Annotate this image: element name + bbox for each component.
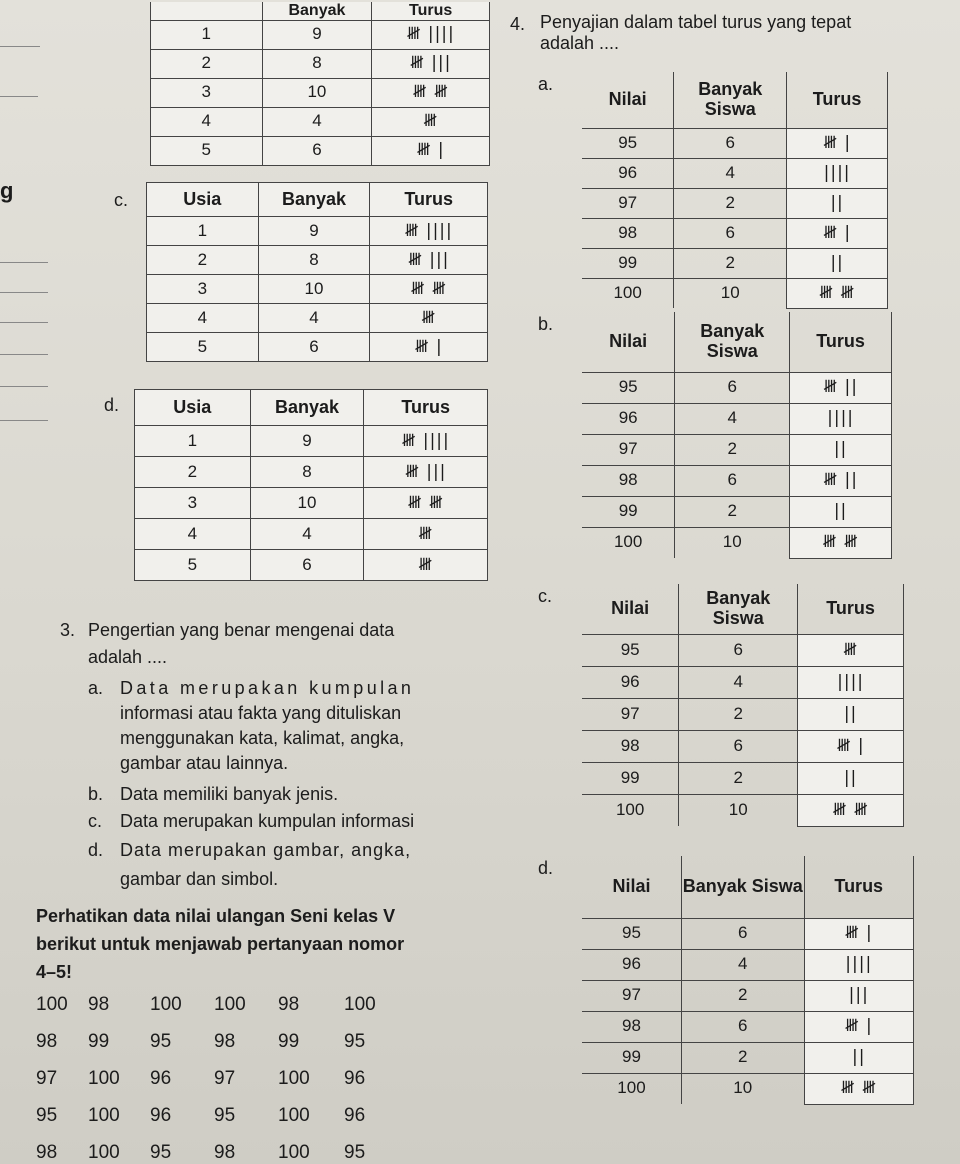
banyak-siswa-cell: 6 — [681, 1011, 804, 1042]
option-c-table — [146, 182, 488, 362]
table-row — [135, 550, 488, 581]
usia-cell: 2 — [151, 49, 263, 78]
banyak-cell: 4 — [258, 304, 370, 333]
nilai-cell: 95 — [582, 634, 679, 666]
nilai-cell: 99 — [582, 496, 675, 527]
question-number: 3. — [60, 620, 76, 640]
option-text: Data merupakan kumpulan — [120, 678, 415, 698]
nilai-cell: 99 — [582, 1042, 681, 1073]
table-row — [582, 1073, 914, 1104]
score-value: 100 — [36, 994, 68, 1015]
banyak-cell: 10 — [258, 275, 370, 304]
turus-cell: 𝍸 | — [787, 128, 888, 158]
margin-line — [0, 322, 48, 323]
left-fragment-text: g — [0, 178, 14, 203]
nilai-cell: 100 — [582, 278, 674, 308]
table-header: Banyak Siswa — [674, 72, 787, 128]
option-label: d. — [104, 395, 120, 415]
table-row — [582, 634, 904, 666]
table-header: Usia — [147, 183, 259, 217]
banyak-siswa-cell: 2 — [674, 188, 787, 218]
margin-line — [0, 292, 48, 293]
score-value: 100 — [214, 994, 246, 1015]
table-header: Banyak — [262, 2, 372, 20]
turus-cell: 𝍸 — [364, 550, 488, 581]
option-label: c. — [88, 811, 103, 831]
table-row — [582, 949, 914, 980]
banyak-siswa-cell: 2 — [679, 762, 798, 794]
top-tally-table — [150, 2, 490, 166]
usia-cell: 5 — [147, 333, 259, 362]
question-3 — [60, 618, 490, 892]
usia-cell: 4 — [135, 519, 251, 550]
banyak-siswa-cell: 2 — [681, 980, 804, 1011]
nilai-cell: 95 — [582, 128, 674, 158]
table-row — [147, 333, 488, 362]
nilai-cell: 100 — [582, 1073, 681, 1104]
score-value: 96 — [344, 1068, 366, 1089]
usia-cell: 4 — [151, 107, 263, 136]
banyak-siswa-cell: 10 — [679, 794, 798, 826]
turus-cell: 𝍸 |||| — [372, 20, 490, 49]
table-row — [582, 794, 904, 826]
table-header — [151, 2, 263, 20]
score-value: 99 — [278, 1031, 300, 1052]
score-value: 96 — [150, 1105, 172, 1126]
option-label: a. — [538, 74, 554, 94]
turus-cell: ||| — [804, 980, 914, 1011]
tally-option-table — [582, 856, 914, 1105]
score-value: 98 — [214, 1142, 236, 1163]
table-row — [582, 698, 904, 730]
nilai-cell: 98 — [582, 730, 679, 762]
option-d-table — [134, 389, 488, 581]
nilai-cell: 98 — [582, 218, 674, 248]
banyak-cell: 8 — [262, 49, 372, 78]
turus-cell: || — [804, 1042, 914, 1073]
score-value: 100 — [344, 994, 376, 1015]
score-value: 100 — [278, 1142, 310, 1163]
score-value: 97 — [214, 1068, 236, 1089]
usia-cell: 3 — [151, 78, 263, 107]
nilai-cell: 98 — [582, 465, 675, 496]
table-header: Usia — [135, 390, 251, 426]
banyak-siswa-cell: 6 — [674, 218, 787, 248]
turus-cell: 𝍸 | — [798, 730, 904, 762]
nilai-cell: 98 — [582, 1011, 681, 1042]
table-row — [151, 136, 490, 165]
table-row — [582, 372, 892, 403]
banyak-siswa-cell: 10 — [674, 278, 787, 308]
banyak-siswa-cell: 4 — [679, 666, 798, 698]
instruction-text: berikut untuk menjawab pertanyaan nomor — [36, 934, 405, 954]
margin-line — [0, 46, 40, 47]
margin-line — [0, 386, 48, 387]
banyak-siswa-cell: 4 — [675, 403, 790, 434]
usia-cell: 3 — [135, 488, 251, 519]
banyak-siswa-cell: 10 — [681, 1073, 804, 1104]
margin-line — [0, 420, 48, 421]
table-header: Turus — [804, 856, 914, 918]
score-value: 95 — [214, 1105, 236, 1126]
table-row — [582, 496, 892, 527]
option-label: b. — [538, 314, 554, 334]
nilai-cell: 95 — [582, 372, 675, 403]
banyak-siswa-cell: 6 — [675, 372, 790, 403]
table-header: Nilai — [582, 584, 679, 634]
table-row — [582, 128, 888, 158]
turus-cell: 𝍸 | — [370, 333, 488, 362]
score-value: 98 — [36, 1031, 58, 1052]
nilai-cell: 99 — [582, 248, 674, 278]
question-text: Pengertian yang benar mengenai data — [88, 620, 395, 640]
table-row — [582, 218, 888, 248]
turus-cell: || — [790, 434, 892, 465]
table-row — [582, 188, 888, 218]
score-value: 100 — [278, 1068, 310, 1089]
turus-cell: 𝍸 ||| — [364, 457, 488, 488]
banyak-cell: 9 — [262, 20, 372, 49]
banyak-siswa-cell: 4 — [674, 158, 787, 188]
table-row — [582, 527, 892, 558]
turus-cell: || — [798, 698, 904, 730]
score-value: 95 — [150, 1142, 172, 1163]
table-header: Turus — [372, 2, 490, 20]
banyak-cell: 6 — [250, 550, 364, 581]
question-text: adalah .... — [540, 33, 620, 53]
table-row — [151, 107, 490, 136]
banyak-cell: 9 — [258, 217, 370, 246]
nilai-cell: 97 — [582, 188, 674, 218]
banyak-siswa-cell: 2 — [675, 496, 790, 527]
turus-cell: 𝍸 || — [790, 372, 892, 403]
turus-cell: 𝍸 𝍸 — [364, 488, 488, 519]
turus-cell: 𝍸 ||| — [370, 246, 488, 275]
usia-cell: 3 — [147, 275, 259, 304]
score-value: 98 — [214, 1031, 236, 1052]
question-text: adalah .... — [88, 647, 168, 667]
table-row — [147, 304, 488, 333]
score-value: 95 — [344, 1031, 366, 1052]
banyak-siswa-cell: 2 — [675, 434, 790, 465]
banyak-siswa-cell: 4 — [681, 949, 804, 980]
turus-cell: 𝍸 — [372, 107, 490, 136]
turus-cell: 𝍸 𝍸 — [804, 1073, 914, 1104]
turus-cell: |||| — [787, 158, 888, 188]
turus-cell: 𝍸 | — [804, 918, 914, 949]
table-row — [147, 217, 488, 246]
option-text: Data merupakan kumpulan informasi — [120, 811, 415, 831]
banyak-cell: 4 — [250, 519, 364, 550]
instruction-text: 4–5! — [36, 962, 73, 982]
turus-cell: 𝍸 — [798, 634, 904, 666]
turus-cell: 𝍸 | — [787, 218, 888, 248]
question-number: 4. — [510, 14, 526, 34]
option-text: menggunakan kata, kalimat, angka, — [120, 728, 405, 748]
nilai-cell: 96 — [582, 158, 674, 188]
tally-option-table — [582, 312, 892, 559]
option-label: d. — [538, 858, 554, 878]
option-text: Data memiliki banyak jenis. — [120, 784, 339, 804]
table-row — [582, 666, 904, 698]
turus-cell: 𝍸 𝍸 — [370, 275, 488, 304]
turus-cell: |||| — [798, 666, 904, 698]
score-value: 98 — [278, 994, 300, 1015]
table-header: Banyak Siswa — [681, 856, 804, 918]
table-row — [151, 78, 490, 107]
option-label: a. — [88, 678, 104, 698]
turus-cell: |||| — [790, 403, 892, 434]
turus-cell: 𝍸 | — [372, 136, 490, 165]
table-row — [151, 49, 490, 78]
table-header: Turus — [798, 584, 904, 634]
option-text: Data merupakan gambar, angka, — [120, 840, 412, 860]
nilai-cell: 96 — [582, 403, 675, 434]
score-value: 100 — [88, 1142, 120, 1163]
score-value: 95 — [36, 1105, 58, 1126]
turus-cell: 𝍸 ||| — [372, 49, 490, 78]
table-row — [582, 918, 914, 949]
banyak-siswa-cell: 6 — [679, 634, 798, 666]
table-header: Banyak — [250, 390, 364, 426]
table-header: Turus — [787, 72, 888, 128]
banyak-cell: 8 — [250, 457, 364, 488]
turus-cell: 𝍸 𝍸 — [798, 794, 904, 826]
option-text: gambar dan simbol. — [120, 869, 279, 889]
turus-cell: 𝍸 | — [804, 1011, 914, 1042]
banyak-cell: 8 — [258, 246, 370, 275]
nilai-cell: 95 — [582, 918, 681, 949]
option-text: gambar atau lainnya. — [120, 753, 289, 773]
score-value: 96 — [150, 1068, 172, 1089]
banyak-cell: 9 — [250, 426, 364, 457]
tally-option-table — [582, 72, 888, 309]
turus-cell: || — [787, 248, 888, 278]
banyak-cell: 6 — [262, 136, 372, 165]
turus-cell: 𝍸 — [364, 519, 488, 550]
score-value: 100 — [278, 1105, 310, 1126]
turus-cell: || — [798, 762, 904, 794]
table-row — [147, 275, 488, 304]
banyak-siswa-cell: 2 — [681, 1042, 804, 1073]
table-header: Turus — [790, 312, 892, 372]
score-value: 100 — [88, 1105, 120, 1126]
question-4 — [510, 12, 950, 54]
table-row — [582, 465, 892, 496]
turus-cell: || — [787, 188, 888, 218]
usia-cell: 5 — [151, 136, 263, 165]
banyak-cell: 6 — [258, 333, 370, 362]
table-row — [582, 434, 892, 465]
nilai-cell: 97 — [582, 698, 679, 730]
option-text: informasi atau fakta yang dituliskan — [120, 703, 402, 723]
table-row — [582, 762, 904, 794]
question-text: Penyajian dalam tabel turus yang tepat — [540, 12, 852, 32]
table-header: Turus — [370, 183, 488, 217]
table-header: Banyak Siswa — [679, 584, 798, 634]
table-row — [147, 246, 488, 275]
tally-option-table — [582, 584, 904, 827]
turus-cell: 𝍸 — [370, 304, 488, 333]
table-row — [135, 488, 488, 519]
table-header: Banyak — [258, 183, 370, 217]
score-value: 98 — [88, 994, 110, 1015]
table-row — [582, 1042, 914, 1073]
turus-cell: 𝍸 𝍸 — [790, 527, 892, 558]
margin-line — [0, 96, 38, 97]
table-header: Banyak Siswa — [675, 312, 790, 372]
turus-cell: 𝍸 𝍸 — [372, 78, 490, 107]
table-row — [582, 980, 914, 1011]
table-row — [151, 20, 490, 49]
margin-line — [0, 354, 48, 355]
table-header: Nilai — [582, 856, 681, 918]
turus-cell: 𝍸 |||| — [364, 426, 488, 457]
table-row — [135, 519, 488, 550]
table-row — [582, 403, 892, 434]
table-header: Nilai — [582, 72, 674, 128]
option-label: c. — [538, 586, 553, 606]
usia-cell: 1 — [135, 426, 251, 457]
banyak-siswa-cell: 2 — [674, 248, 787, 278]
table-row — [135, 457, 488, 488]
banyak-siswa-cell: 2 — [679, 698, 798, 730]
score-value: 99 — [88, 1031, 110, 1052]
instruction-block — [36, 902, 486, 986]
score-value: 96 — [344, 1105, 366, 1126]
table-row — [582, 278, 888, 308]
nilai-cell: 99 — [582, 762, 679, 794]
nilai-cell: 96 — [582, 949, 681, 980]
score-value: 97 — [36, 1068, 58, 1089]
banyak-siswa-cell: 10 — [675, 527, 790, 558]
option-label: b. — [88, 784, 104, 804]
banyak-cell: 10 — [250, 488, 364, 519]
score-value: 95 — [150, 1031, 172, 1052]
banyak-siswa-cell: 6 — [679, 730, 798, 762]
turus-cell: 𝍸 𝍸 — [787, 278, 888, 308]
table-row — [582, 730, 904, 762]
usia-cell: 1 — [151, 20, 263, 49]
option-label: d. — [88, 840, 104, 860]
nilai-cell: 100 — [582, 527, 675, 558]
usia-cell: 4 — [147, 304, 259, 333]
turus-cell: |||| — [804, 949, 914, 980]
option-label: c. — [114, 190, 129, 210]
margin-line — [0, 262, 48, 263]
turus-cell: || — [790, 496, 892, 527]
banyak-siswa-cell: 6 — [674, 128, 787, 158]
banyak-cell: 4 — [262, 107, 372, 136]
banyak-siswa-cell: 6 — [681, 918, 804, 949]
nilai-cell: 97 — [582, 980, 681, 1011]
usia-cell: 2 — [147, 246, 259, 275]
table-row — [582, 1011, 914, 1042]
nilai-cell: 96 — [582, 666, 679, 698]
table-row — [135, 426, 488, 457]
turus-cell: 𝍸 || — [790, 465, 892, 496]
nilai-cell: 100 — [582, 794, 679, 826]
table-header: Nilai — [582, 312, 675, 372]
banyak-cell: 10 — [262, 78, 372, 107]
nilai-cell: 97 — [582, 434, 675, 465]
instruction-text: Perhatikan data nilai ulangan Seni kelas V — [36, 906, 396, 926]
score-value: 100 — [88, 1068, 120, 1089]
score-value: 95 — [344, 1142, 366, 1163]
usia-cell: 5 — [135, 550, 251, 581]
table-header: Turus — [364, 390, 488, 426]
usia-cell: 2 — [135, 457, 251, 488]
turus-cell: 𝍸 |||| — [370, 217, 488, 246]
score-value: 100 — [150, 994, 182, 1015]
table-row — [582, 248, 888, 278]
banyak-siswa-cell: 6 — [675, 465, 790, 496]
score-value: 98 — [36, 1142, 58, 1163]
usia-cell: 1 — [147, 217, 259, 246]
table-row — [582, 158, 888, 188]
